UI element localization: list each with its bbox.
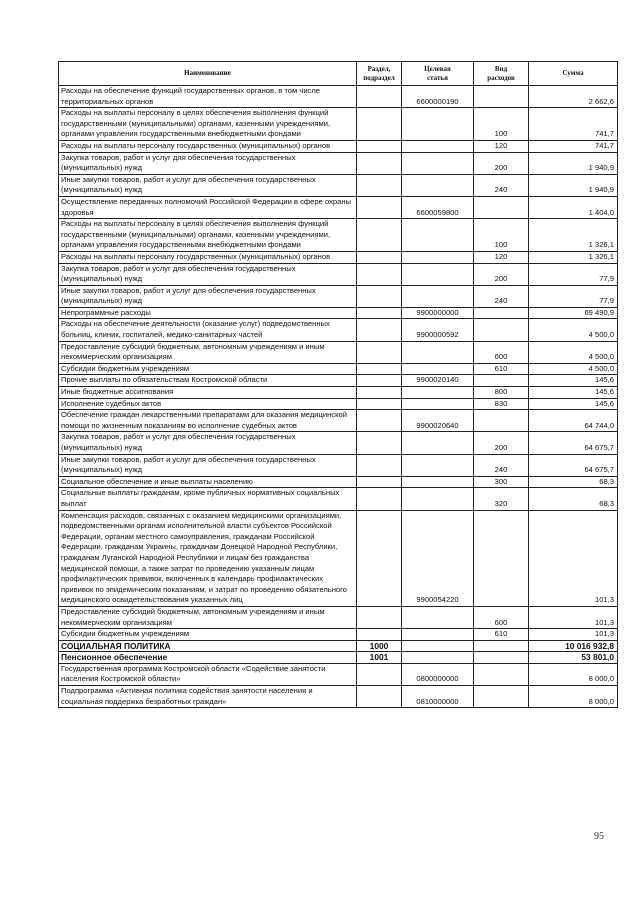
table-row [59,652,618,664]
header-section: Раздел, подраздел [357,62,402,86]
cell-target [402,108,474,141]
cell-section [357,410,402,432]
cell-section [357,86,402,108]
cell-section [357,663,402,685]
cell-section [357,363,402,375]
cell-kind: 300 [474,476,529,488]
cell-name: Субсидии бюджетным учреждениям [59,363,357,375]
cell-kind [474,663,529,685]
cell-sum: 4 500,0 [529,341,618,363]
cell-target [402,263,474,285]
cell-section [357,263,402,285]
cell-sum: 145,6 [529,375,618,387]
table-row [59,152,618,174]
table-row [59,686,618,708]
cell-name: Закупка товаров, работ и услуг для обеспечения государственных (муниципальных) нужд [59,152,357,174]
table-row [59,629,618,641]
cell-target: 9900000000 [402,307,474,319]
cell-target: 9900020140 [402,375,474,387]
table-row [59,387,618,399]
cell-kind [474,686,529,708]
cell-kind [474,410,529,432]
cell-name: Расходы на выплаты персоналу государственных (муниципальных) органов [59,140,357,152]
cell-sum: 1 326,1 [529,251,618,263]
cell-name: Исполнение судебных актов [59,398,357,410]
cell-sum: 64 675,7 [529,432,618,454]
header-sum: Сумма [529,62,618,86]
table-body [59,86,618,708]
cell-kind: 100 [474,108,529,141]
cell-kind: 600 [474,606,529,628]
cell-name: Иные закупки товаров, работ и услуг для обеспечения государственных (муниципальных) нужд [59,285,357,307]
cell-kind: 120 [474,251,529,263]
table-row [59,108,618,141]
cell-sum: 68,3 [529,476,618,488]
cell-kind [474,196,529,218]
table-row [59,319,618,341]
cell-section [357,476,402,488]
table-row [59,219,618,252]
cell-name: Иные бюджетные ассигнования [59,387,357,399]
cell-kind [474,510,529,606]
cell-target [402,432,474,454]
cell-section [357,341,402,363]
table-row [59,606,618,628]
cell-section [357,307,402,319]
cell-section: 1000 [357,640,402,652]
cell-target [402,398,474,410]
cell-kind: 200 [474,152,529,174]
table-row [59,432,618,454]
cell-name: Расходы на обеспечение деятельности (оказание услуг) подведомственных больниц, клиник, госпиталей, медико-санитарных частей [59,319,357,341]
cell-section [357,196,402,218]
cell-sum: 77,9 [529,285,618,307]
cell-sum: 2 662,6 [529,86,618,108]
cell-target: 9900020640 [402,410,474,432]
cell-kind: 610 [474,629,529,641]
cell-kind: 600 [474,341,529,363]
cell-sum: 101,3 [529,629,618,641]
cell-target [402,363,474,375]
cell-section [357,398,402,410]
cell-sum: 145,6 [529,398,618,410]
cell-sum: 64 675,7 [529,454,618,476]
cell-name: СОЦИАЛЬНАЯ ПОЛИТИКА [59,640,357,652]
cell-sum: 77,9 [529,263,618,285]
cell-target [402,387,474,399]
cell-target [402,606,474,628]
header-kind: Вид расходов [474,62,529,86]
cell-sum: 1 326,1 [529,219,618,252]
cell-target [402,341,474,363]
page-number: 95 [594,831,604,842]
cell-kind: 610 [474,363,529,375]
cell-section [357,108,402,141]
cell-name: Социальные выплаты гражданам, кроме публичных нормативных социальных выплат [59,488,357,510]
cell-target [402,488,474,510]
table-row [59,510,618,606]
cell-name: Субсидии бюджетным учреждениям [59,629,357,641]
cell-sum: 145,6 [529,387,618,399]
table-row [59,140,618,152]
cell-name: Иные закупки товаров, работ и услуг для обеспечения государственных (муниципальных) нужд [59,454,357,476]
table-row [59,410,618,432]
cell-section: 1001 [357,652,402,664]
header-name: Наименование [59,62,357,86]
cell-kind: 100 [474,219,529,252]
cell-sum: 64 744,0 [529,410,618,432]
cell-sum: 8 000,0 [529,686,618,708]
table-row [59,375,618,387]
cell-kind [474,307,529,319]
cell-section [357,319,402,341]
cell-kind: 200 [474,432,529,454]
table-row [59,263,618,285]
table-row [59,640,618,652]
cell-name: Предоставление субсидий бюджетным, автономным учреждениям и иным некоммерческим организациям [59,606,357,628]
cell-sum: 68,3 [529,488,618,510]
cell-target: 6600000190 [402,86,474,108]
cell-name: Закупка товаров, работ и услуг для обеспечения государственных (муниципальных) нужд [59,263,357,285]
cell-name: Непрограммные расходы [59,307,357,319]
cell-kind [474,652,529,664]
cell-target [402,140,474,152]
cell-name: Иные закупки товаров, работ и услуг для обеспечения государственных (муниципальных) нужд [59,174,357,196]
cell-sum: 1 940,9 [529,174,618,196]
cell-kind [474,640,529,652]
cell-target [402,219,474,252]
table-row [59,454,618,476]
cell-target [402,454,474,476]
cell-name: Прочие выплаты по обязательствам Костромской области [59,375,357,387]
cell-kind [474,375,529,387]
cell-section [357,219,402,252]
cell-section [357,140,402,152]
cell-kind: 240 [474,454,529,476]
cell-kind [474,319,529,341]
cell-sum: 101,3 [529,606,618,628]
cell-kind: 830 [474,398,529,410]
cell-target [402,640,474,652]
cell-section [357,251,402,263]
cell-kind [474,86,529,108]
cell-section [357,432,402,454]
cell-sum: 741,7 [529,140,618,152]
cell-section [357,488,402,510]
cell-target: 0810000000 [402,686,474,708]
cell-sum: 4 500,0 [529,319,618,341]
cell-name: Государственная программа Костромской области «Содействие занятости населения Костромской области» [59,663,357,685]
cell-name: Расходы на обеспечение функций государственных органов, в том числе территориальных органов [59,86,357,108]
table-row [59,251,618,263]
cell-kind: 320 [474,488,529,510]
table-row [59,196,618,218]
cell-target [402,285,474,307]
cell-sum: 741,7 [529,108,618,141]
cell-name: Обеспечение граждан лекарственными препаратами для оказания медицинской помощи по жизненным показаниям во исполнение судебных актов [59,410,357,432]
header-target: Целевая статья [402,62,474,86]
cell-name: Расходы на выплаты персоналу в целях обеспечения выполнения функций государственными (муниципальными) органами, казенными учреждениями, органами управления государственными внебюджетными фондами [59,219,357,252]
table-row [59,488,618,510]
cell-sum: 10 016 932,8 [529,640,618,652]
cell-sum: 69 490,9 [529,307,618,319]
cell-target [402,476,474,488]
cell-section [357,387,402,399]
cell-target [402,629,474,641]
table-row [59,285,618,307]
cell-name: Подпрограмма «Активная политика содействия занятости населения и социальная поддержка безработных граждан» [59,686,357,708]
cell-kind: 240 [474,174,529,196]
table-row [59,663,618,685]
cell-name: Расходы на выплаты персоналу в целях обеспечения выполнения функций государственными (муниципальными) органами, казенными учреждениями, органами управления государственными внебюджетными фондами [59,108,357,141]
cell-target [402,251,474,263]
table-row [59,86,618,108]
cell-section [357,606,402,628]
table-row [59,363,618,375]
cell-name: Закупка товаров, работ и услуг для обеспечения государственных (муниципальных) нужд [59,432,357,454]
cell-sum: 4 500,0 [529,363,618,375]
cell-sum: 101,3 [529,510,618,606]
cell-kind: 800 [474,387,529,399]
budget-table [58,61,618,708]
cell-target [402,174,474,196]
cell-section [357,174,402,196]
cell-sum: 8 000,0 [529,663,618,685]
cell-section [357,454,402,476]
cell-sum: 1 940,9 [529,152,618,174]
cell-kind: 120 [474,140,529,152]
cell-section [357,285,402,307]
cell-target: 9900000592 [402,319,474,341]
cell-target: 9900054220 [402,510,474,606]
cell-name: Компенсация расходов, связанных с оказанием медицинскими организациями, подведомственными органам исполнительной власти субъектов Российской Федерации, органам местного самоуправления, гражданам Российской Федерации, гражданам Украины, гражданам Донецкой Народной Республики, гражданам Луганской Народной Республики и лицам без гражданства медицинской помощи, а также затрат по проведению указанным лицам профилактических прививок, включенных в календарь профилактических прививок по эпидемическим показаниям, и затрат по проведению обязательного медицинского освидетельствования указанных лиц [59,510,357,606]
cell-target: 0800000000 [402,663,474,685]
cell-name: Предоставление субсидий бюджетным, автономным учреждениям и иным некоммерческим организациям [59,341,357,363]
cell-target [402,652,474,664]
cell-name: Социальное обеспечение и иные выплаты населению [59,476,357,488]
budget-table-page [58,61,617,708]
table-row [59,476,618,488]
table-row [59,307,618,319]
cell-kind: 240 [474,285,529,307]
cell-name: Осуществление переданных полномочий Российской Федерации в сфере охраны здоровья [59,196,357,218]
table-header [59,62,618,86]
cell-name: Расходы на выплаты персоналу государственных (муниципальных) органов [59,251,357,263]
cell-section [357,510,402,606]
cell-target: 6600059800 [402,196,474,218]
cell-section [357,375,402,387]
cell-section [357,152,402,174]
cell-sum: 1 404,0 [529,196,618,218]
cell-section [357,686,402,708]
cell-sum: 53 801,0 [529,652,618,664]
cell-name: Пенсионное обеспечение [59,652,357,664]
cell-kind: 200 [474,263,529,285]
table-row [59,174,618,196]
cell-section [357,629,402,641]
table-row [59,398,618,410]
cell-target [402,152,474,174]
table-row [59,341,618,363]
